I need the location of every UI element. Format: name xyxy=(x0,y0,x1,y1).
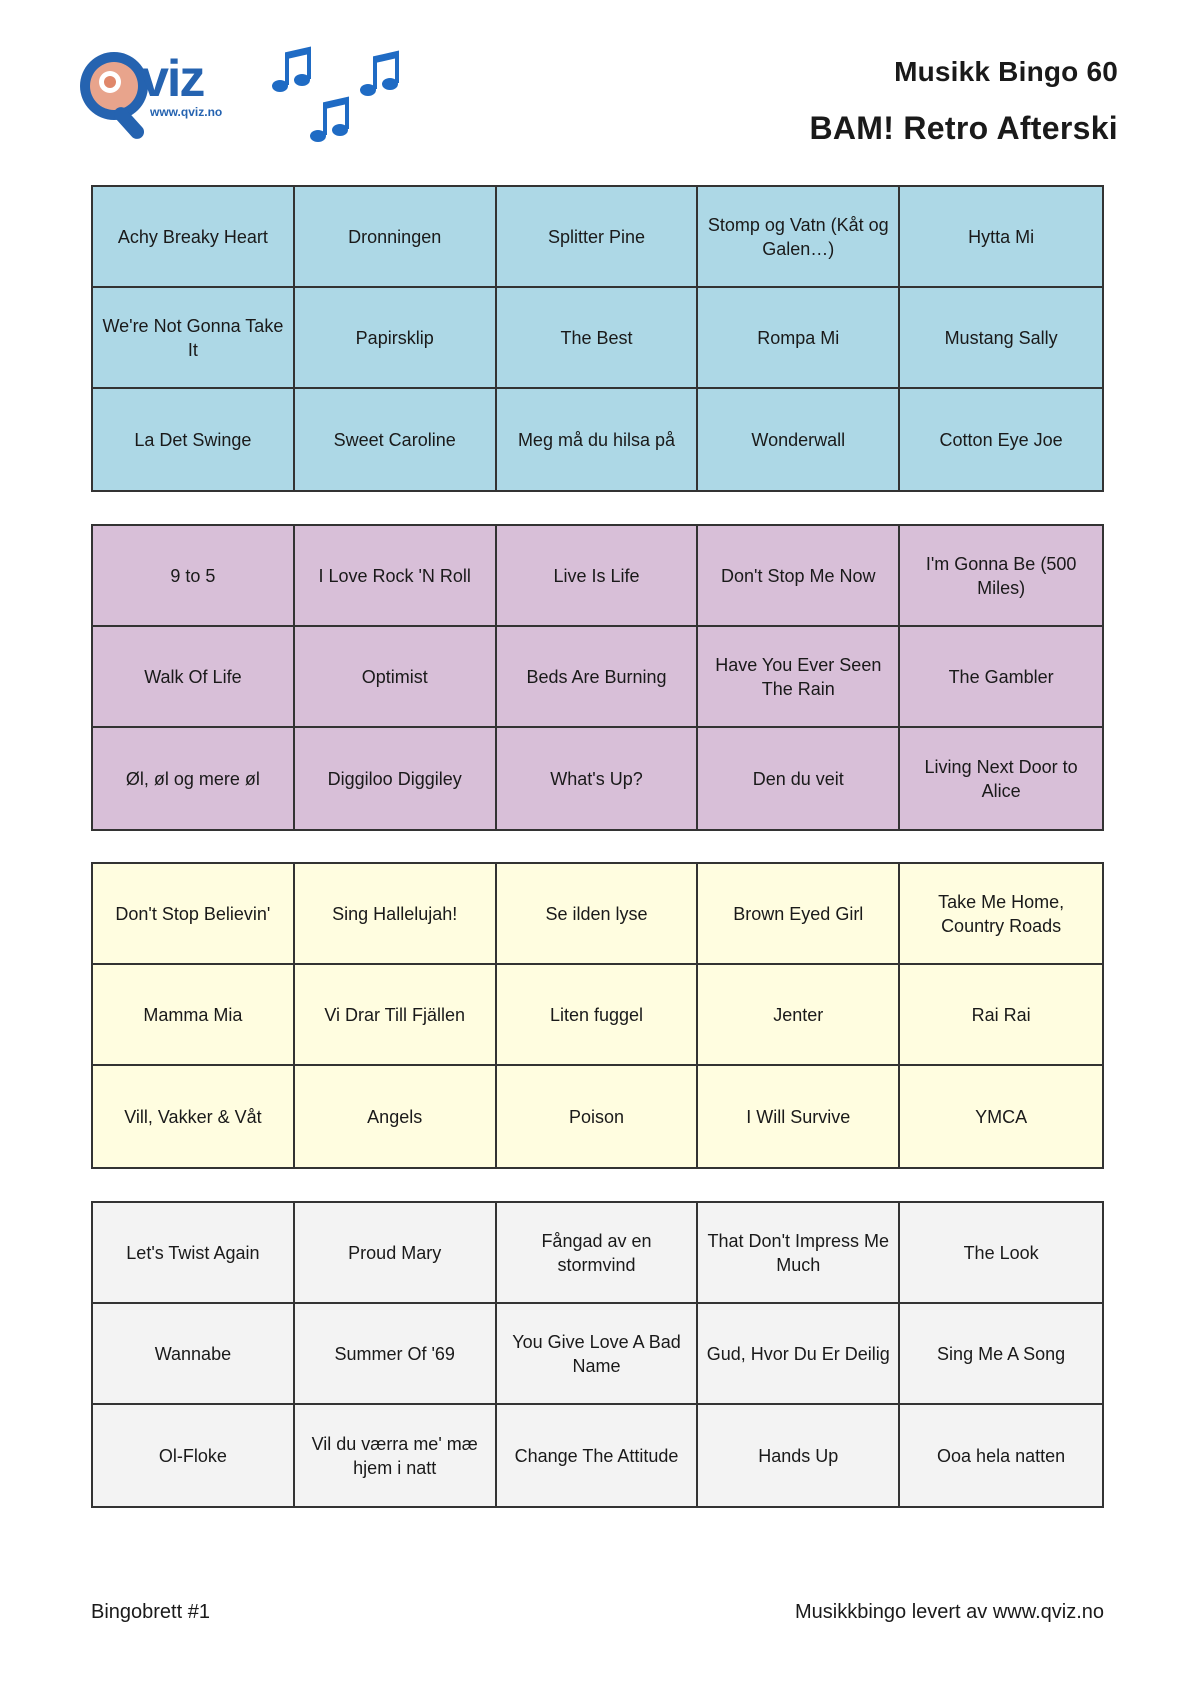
bingo-cell: What's Up? xyxy=(497,728,699,829)
bingo-cell: Vi Drar Till Fjällen xyxy=(295,965,497,1066)
bingo-cell: Change The Attitude xyxy=(497,1405,699,1506)
bingo-cell: That Don't Impress Me Much xyxy=(698,1203,900,1304)
bingo-cell: Den du veit xyxy=(698,728,900,829)
music-notes-icon xyxy=(270,44,450,148)
bingo-cell: Take Me Home, Country Roads xyxy=(900,864,1102,965)
bingo-cell: Jenter xyxy=(698,965,900,1066)
bingo-cell: Have You Ever Seen The Rain xyxy=(698,627,900,728)
bingo-cell: We're Not Gonna Take It xyxy=(93,288,295,389)
bingo-cell: Hytta Mi xyxy=(900,187,1102,288)
bingo-cell: I Will Survive xyxy=(698,1066,900,1167)
bingo-cell: Hands Up xyxy=(698,1405,900,1506)
bingo-cell: Vil du værra me' mæ hjem i natt xyxy=(295,1405,497,1506)
bingo-cell: Meg må du hilsa på xyxy=(497,389,699,490)
bingo-cell: Stomp og Vatn (Kåt og Galen…) xyxy=(698,187,900,288)
bingo-cell: Rai Rai xyxy=(900,965,1102,1066)
bingo-cell: Brown Eyed Girl xyxy=(698,864,900,965)
bingo-cell: Let's Twist Again xyxy=(93,1203,295,1304)
bingo-cell: Ol-Floke xyxy=(93,1405,295,1506)
qviz-logo xyxy=(74,44,244,144)
page-subtitle: BAM! Retro Afterski xyxy=(809,110,1118,146)
bingo-cell: 9 to 5 xyxy=(93,526,295,627)
bingo-cell: Fångad av en stormvind xyxy=(497,1203,699,1304)
bingo-cell: YMCA xyxy=(900,1066,1102,1167)
bingo-cell: Liten fuggel xyxy=(497,965,699,1066)
bingo-cell: Wonderwall xyxy=(698,389,900,490)
page-title: Musikk Bingo 60 xyxy=(894,56,1118,87)
bingo-cell: Rompa Mi xyxy=(698,288,900,389)
bingo-cell: Don't Stop Believin' xyxy=(93,864,295,965)
bingo-cell: Diggiloo Diggiley xyxy=(295,728,497,829)
bingo-cell: Angels xyxy=(295,1066,497,1167)
bingo-cell: Se ilden lyse xyxy=(497,864,699,965)
bingo-cell: Sweet Caroline xyxy=(295,389,497,490)
bingo-cell: Don't Stop Me Now xyxy=(698,526,900,627)
bingo-cell: Summer Of '69 xyxy=(295,1304,497,1405)
bingo-cell: Optimist xyxy=(295,627,497,728)
bingo-cell: Splitter Pine xyxy=(497,187,699,288)
footer-credit: Musikkbingo levert av www.qviz.no xyxy=(794,1601,1104,1623)
bingo-cell: You Give Love A Bad Name xyxy=(497,1304,699,1405)
bingo-cell: Beds Are Burning xyxy=(497,627,699,728)
bingo-cell: Øl, øl og mere øl xyxy=(93,728,295,829)
bingo-cell: Ooa hela natten xyxy=(900,1405,1102,1506)
bingo-cell: Live Is Life xyxy=(497,526,699,627)
header-titles xyxy=(809,56,1118,147)
logo-url: www.qviz.no xyxy=(150,105,223,119)
bingo-cell: Cotton Eye Joe xyxy=(900,389,1102,490)
bingo-cell: Living Next Door to Alice xyxy=(900,728,1102,829)
bingo-cell: Mustang Sally xyxy=(900,288,1102,389)
bingo-cell: Vill, Vakker & Våt xyxy=(93,1066,295,1167)
board-number: Bingobrett #1 xyxy=(91,1601,210,1623)
bingo-cell: Poison xyxy=(497,1066,699,1167)
bingo-cell: Papirsklip xyxy=(295,288,497,389)
bingo-cell: Sing Me A Song xyxy=(900,1304,1102,1405)
svg-text:viz: viz xyxy=(140,50,204,108)
bingo-cell: La Det Swinge xyxy=(93,389,295,490)
bingo-cell: Achy Breaky Heart xyxy=(93,187,295,288)
bingo-cell: I Love Rock 'N Roll xyxy=(295,526,497,627)
bingo-cell: The Best xyxy=(497,288,699,389)
bingo-cell: Proud Mary xyxy=(295,1203,497,1304)
bingo-cell: The Gambler xyxy=(900,627,1102,728)
bingo-grid-3 xyxy=(91,862,1104,1169)
bingo-cell: Dronningen xyxy=(295,187,497,288)
bingo-grid-4 xyxy=(91,1201,1104,1508)
bingo-cell: Wannabe xyxy=(93,1304,295,1405)
bingo-cell: Sing Hallelujah! xyxy=(295,864,497,965)
bingo-cell: I'm Gonna Be (500 Miles) xyxy=(900,526,1102,627)
bingo-grid-2 xyxy=(91,524,1104,831)
bingo-cell: The Look xyxy=(900,1203,1102,1304)
bingo-grid-1 xyxy=(91,185,1104,492)
bingo-cell: Gud, Hvor Du Er Deilig xyxy=(698,1304,900,1405)
bingo-cell: Mamma Mia xyxy=(93,965,295,1066)
bingo-cell: Walk Of Life xyxy=(93,627,295,728)
